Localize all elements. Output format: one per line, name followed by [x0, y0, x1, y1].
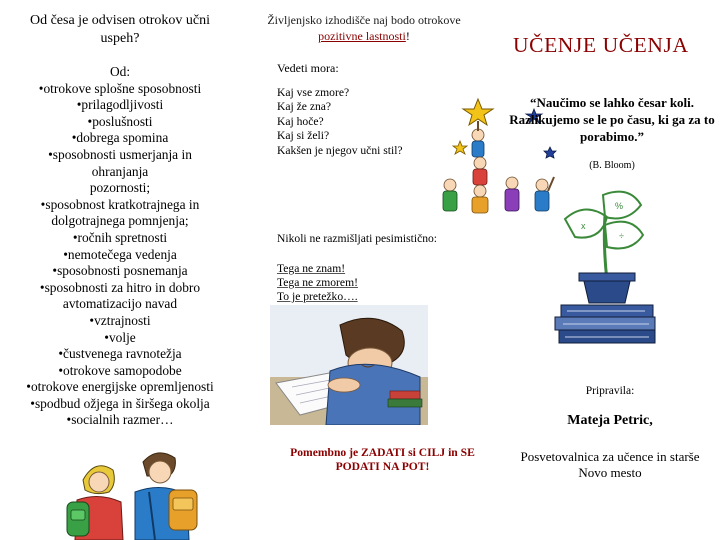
tired-student-illustration	[270, 305, 428, 425]
factor-item: •sposobnosti usmerjanja in	[48, 146, 192, 162]
factor-item: •volje	[104, 329, 136, 345]
middle-heading-exclamation: !	[405, 29, 410, 43]
growing-plant-illustration	[545, 185, 670, 355]
question-item: Kaj že zna?	[277, 100, 332, 114]
question-item: Kaj si želi?	[277, 129, 330, 143]
middle-heading	[248, 12, 480, 44]
goal-statement: Pomembno je ZADATI si CILJ in SE PODATI NA POT!	[290, 446, 475, 473]
author-name: Mateja Petric,	[567, 413, 653, 428]
middle-heading-text: Življenjsko izhodišče naj bodo otrokove	[267, 13, 461, 27]
factor-list-lead: Od:	[109, 64, 131, 79]
question-list	[277, 86, 403, 158]
must-know-label: Vedeti mora:	[277, 61, 339, 75]
prepared-by-label: Pripravila:	[585, 385, 635, 397]
factor-item: •poslušnosti	[87, 113, 153, 129]
factor-item: avtomatizacijo navad	[62, 296, 178, 312]
left-panel	[0, 0, 240, 540]
quote-author: (B. Bloom)	[589, 160, 635, 171]
question-item: Kaj vse zmore?	[277, 86, 350, 99]
pessimistic-phrases	[277, 262, 358, 304]
factor-item: •vztrajnosti	[89, 312, 151, 328]
factor-item: •sposobnosti za hitro in dobro	[39, 279, 201, 295]
never-pessimistic-label: Nikoli ne razmišljati pesimistično:	[277, 232, 438, 245]
factor-item: •nemotečega vedenja	[63, 246, 177, 262]
left-question-title: Od česa je odvisen otrokov učni uspeh?	[29, 13, 210, 46]
factor-list	[0, 64, 240, 429]
factor-item: •sposobnosti posnemanja	[52, 263, 188, 279]
factor-item: •otrokove energijske opremljenosti	[26, 379, 214, 395]
factor-item: ohranjanja	[91, 163, 149, 179]
factor-item: dolgotrajnega pomnjenja;	[51, 213, 189, 229]
factor-item: •dobrega spomina	[71, 130, 169, 146]
question-item: Kaj hoče?	[277, 114, 324, 128]
svg-text:%: %	[615, 201, 624, 211]
svg-text:÷: ÷	[619, 231, 624, 241]
factor-item: pozornosti;	[89, 180, 151, 196]
factor-item: •spodbud ožjega in širšega okolja	[30, 395, 210, 411]
factor-item: •otrokove splošne sposobnosti	[38, 80, 202, 96]
right-panel	[485, 0, 720, 540]
brochure-title: UČENJE UČENJA	[513, 33, 689, 57]
factor-item: •socialnih razmer…	[66, 412, 174, 428]
counseling-center: Posvetovalnica za učence in starše Novo mesto	[520, 449, 700, 480]
bloom-quote: “Naučimo se lahko česar koli. Razlikujemo se le po času, ki ga za to porabimo.”	[509, 95, 715, 144]
factor-item: •ročnih spretnosti	[72, 229, 168, 245]
middle-heading-highlight: pozitivne lastnosti	[318, 29, 406, 43]
question-item: Kakšen je njegov učni stil?	[277, 143, 403, 157]
middle-panel	[240, 0, 485, 540]
pessimistic-phrase: Tega ne znam!	[277, 262, 346, 275]
schoolkids-illustration	[65, 440, 200, 540]
factor-item: •otrokove samopodobe	[58, 362, 182, 378]
factor-item: •čustvenega ravnotežja	[58, 346, 182, 362]
factor-item: •prilagodljivosti	[76, 97, 164, 113]
pessimistic-phrase: Tega ne zmorem!	[277, 276, 358, 289]
factor-item: •sposobnost kratkotrajnega in	[40, 196, 200, 212]
svg-text:x: x	[581, 221, 586, 231]
pessimistic-phrase: To je pretežko….	[277, 290, 358, 303]
